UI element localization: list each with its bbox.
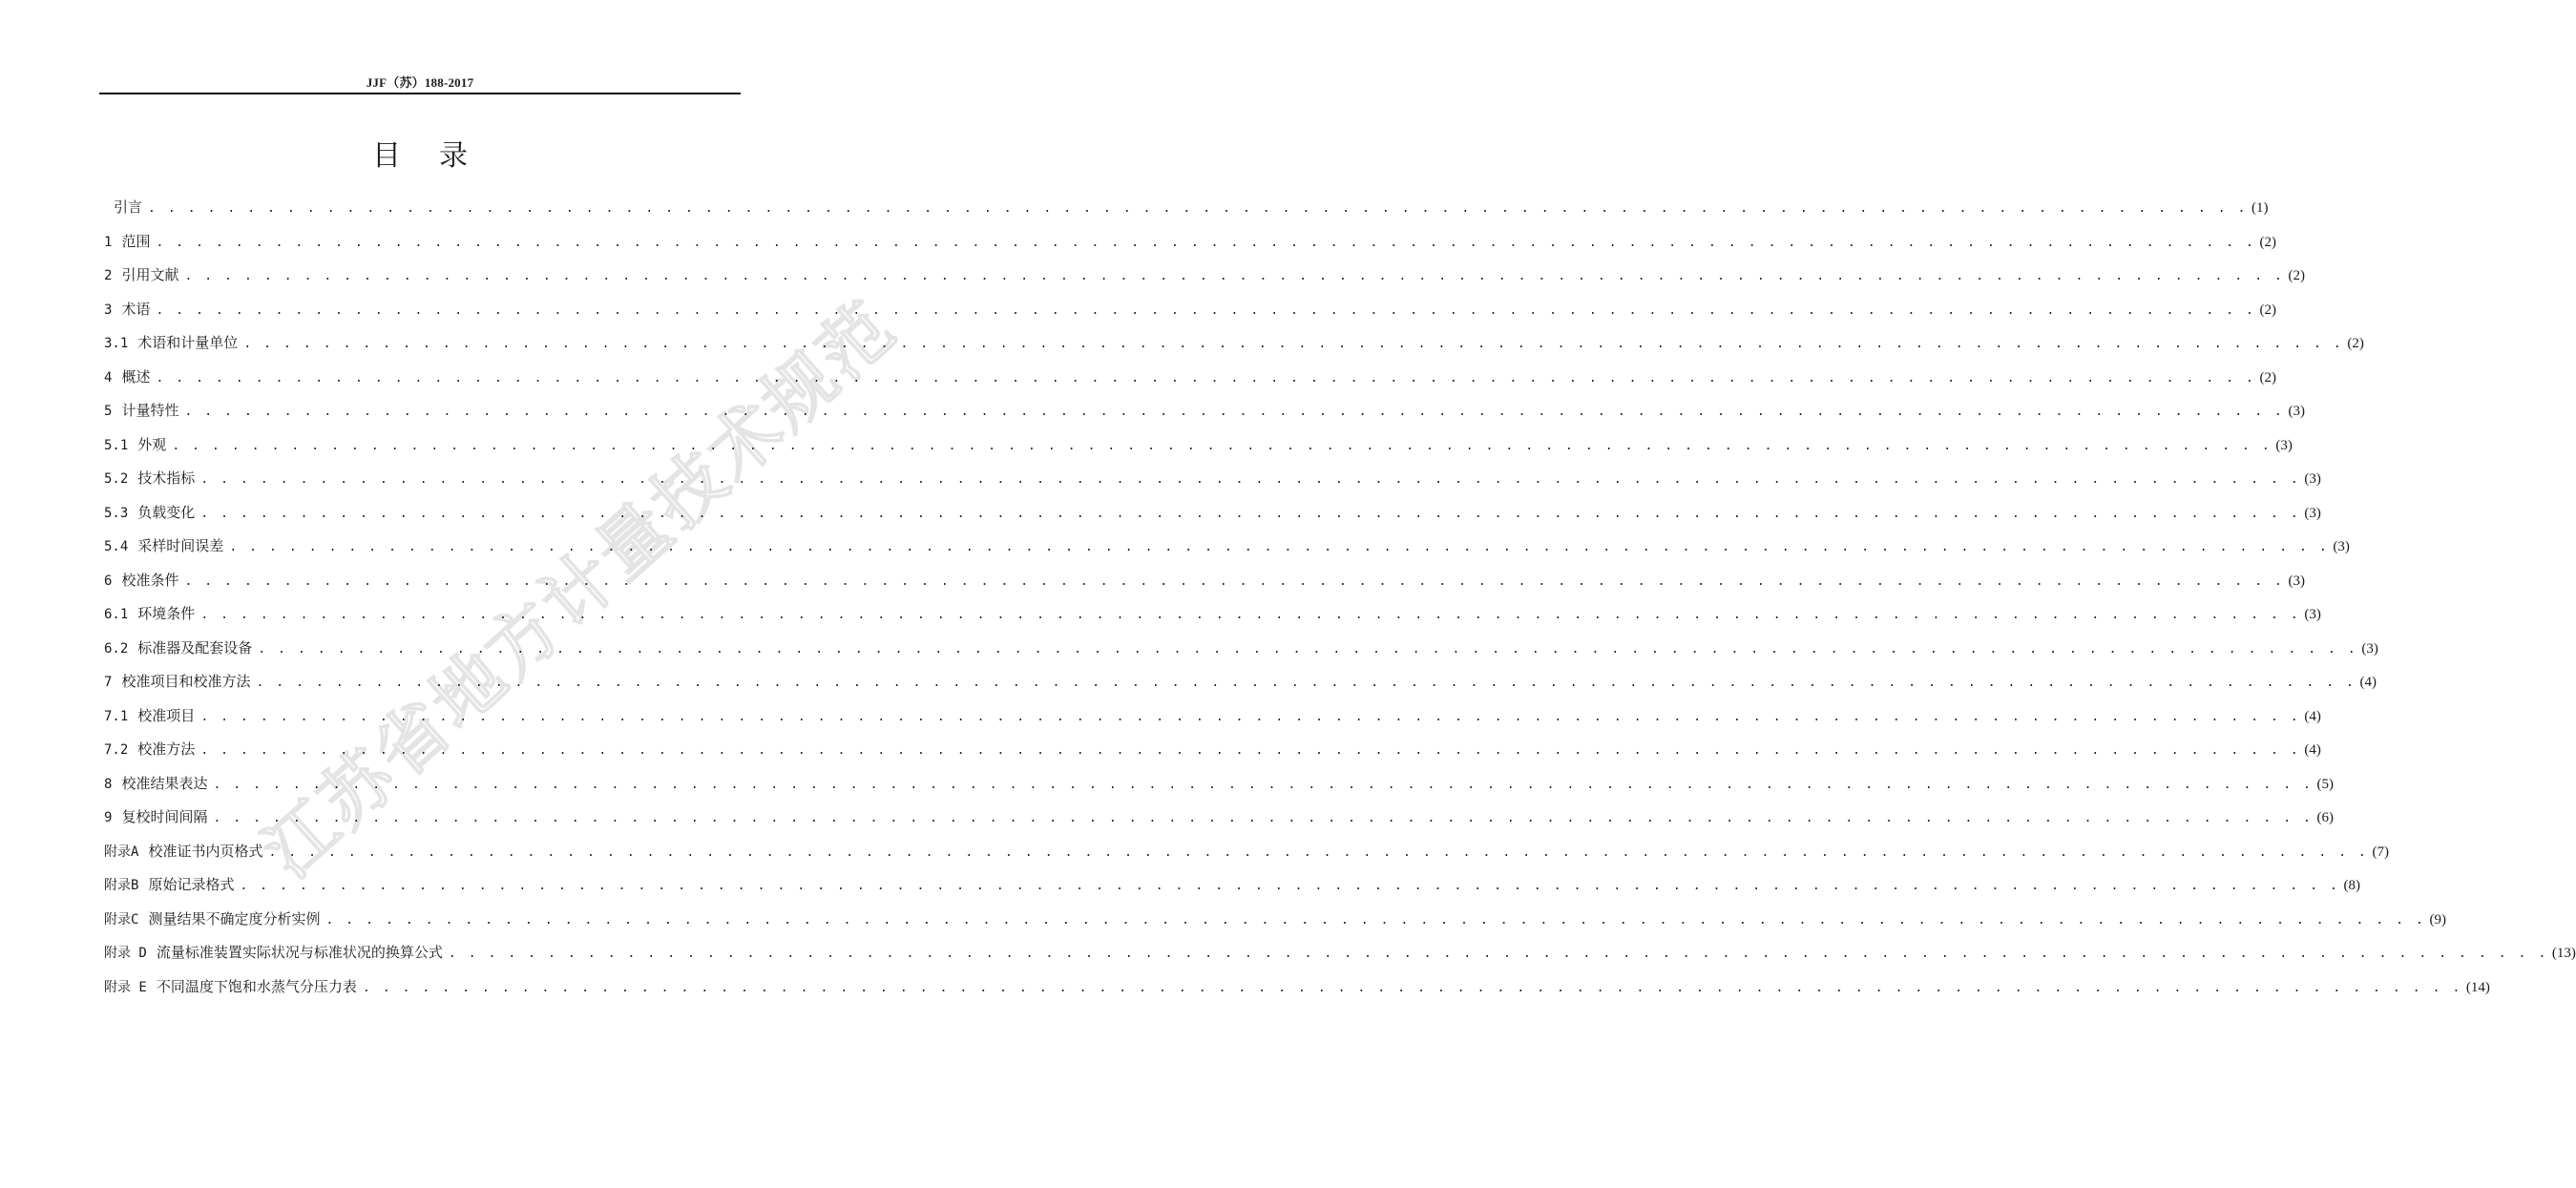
toc-entry-number: 7.1 <box>104 708 129 724</box>
toc-dot-leader <box>363 971 2462 1006</box>
toc-entry-page: (6) <box>2316 810 2334 825</box>
toc-entry-label: 术语 <box>121 300 151 318</box>
toc-entry-label: 环境条件 <box>137 605 196 622</box>
toc-entry-page: (2) <box>2259 302 2276 318</box>
toc-dot-leader <box>213 768 2313 802</box>
toc-entry-number: 附录A <box>104 844 139 860</box>
toc-entry-page: (2) <box>2259 234 2276 250</box>
toc-entry-number: 6 <box>104 573 113 589</box>
page-title: 目录 <box>372 139 506 173</box>
toc-entry[interactable] <box>104 191 2269 225</box>
toc-entry-label: 术语和计量单位 <box>137 334 239 351</box>
toc-dot-leader <box>268 836 2368 870</box>
toc-entry[interactable] <box>104 868 2360 903</box>
watermark-text: 江苏省地方计量技术规范 <box>248 284 912 894</box>
toc-entry[interactable] <box>104 733 2321 767</box>
toc-entry-label: 采样时间误差 <box>137 537 224 554</box>
toc-dot-leader <box>200 497 2300 531</box>
toc-entry-label: 外观 <box>137 435 167 453</box>
toc-entry-label: 概述 <box>121 367 151 386</box>
toc-entry-number: 附录B <box>104 878 139 893</box>
toc-entry-label: 负载变化 <box>137 503 196 521</box>
toc-entry[interactable] <box>104 326 2364 361</box>
toc-entry-number: 8 <box>104 776 113 792</box>
toc-dot-leader <box>184 565 2284 599</box>
toc-entry-label: 范围 <box>121 232 151 250</box>
toc-entry-page: (13) <box>2551 946 2576 961</box>
toc-dot-leader <box>172 429 2272 464</box>
toc-entry-number: 7.2 <box>104 742 129 758</box>
toc-dot-leader <box>213 802 2313 836</box>
toc-dot-leader <box>449 937 2548 971</box>
toc-dot-leader <box>200 734 2300 768</box>
toc-entry[interactable] <box>104 801 2334 835</box>
toc-entry[interactable] <box>104 394 2305 428</box>
toc-entry-page: (3) <box>2288 573 2305 589</box>
toc-entry-number: 5.3 <box>104 505 129 521</box>
toc-entry-label: 标准器及配套设备 <box>137 638 253 657</box>
toc-entry-number: 6.2 <box>104 640 129 657</box>
toc-entry-page: (4) <box>2304 708 2321 724</box>
toc-entry-label: 不同温度下饱和水蒸气分压力表 <box>156 977 357 995</box>
document-code-header: JJF（苏）188-2017 <box>366 75 474 90</box>
toc-entry-page: (14) <box>2465 979 2490 995</box>
toc-entry-page: (2) <box>2259 369 2276 386</box>
toc-entry-label: 校准项目 <box>137 706 196 724</box>
toc-entry[interactable] <box>104 903 2446 937</box>
toc-dot-leader <box>258 633 2357 667</box>
toc-entry-label: 引言 <box>114 198 143 216</box>
toc-entry-page: (3) <box>2333 539 2350 554</box>
toc-entry-page: (2) <box>2288 268 2305 283</box>
table-of-contents <box>104 191 2576 1004</box>
toc-dot-leader <box>240 869 2339 904</box>
toc-dot-leader <box>325 904 2425 938</box>
toc-entry[interactable] <box>104 496 2321 531</box>
toc-entry-page: (3) <box>2304 607 2321 622</box>
header-rule <box>99 93 741 94</box>
toc-entry-label: 引用文献 <box>121 266 179 283</box>
toc-entry-number: 4 <box>104 369 113 386</box>
toc-entry[interactable] <box>104 361 2276 395</box>
toc-entry-page: (3) <box>2288 404 2305 419</box>
toc-entry[interactable] <box>104 665 2377 699</box>
toc-entry-number: 9 <box>104 810 113 825</box>
toc-entry-page: (8) <box>2343 878 2360 893</box>
toc-dot-leader <box>200 463 2300 497</box>
toc-entry-page: (3) <box>2304 471 2321 487</box>
toc-dot-leader <box>243 327 2343 362</box>
toc-entry-number: 附录C <box>104 911 139 927</box>
toc-entry-number: 附录 E <box>104 979 147 995</box>
toc-entry-number: 5.1 <box>104 437 129 453</box>
toc-entry[interactable] <box>104 530 2350 564</box>
toc-entry[interactable] <box>104 632 2378 666</box>
toc-entry-label: 原始记录格式 <box>148 876 235 893</box>
toc-entry-page: (2) <box>2347 336 2364 351</box>
toc-entry-label: 校准方法 <box>137 740 196 758</box>
toc-dot-leader <box>184 260 2284 294</box>
toc-entry[interactable] <box>104 597 2321 632</box>
toc-entry-label: 校准结果表达 <box>121 774 208 792</box>
toc-dot-leader <box>156 362 2255 396</box>
toc-entry-label: 校准证书内页格式 <box>148 842 263 860</box>
toc-entry[interactable] <box>104 699 2321 734</box>
toc-entry[interactable] <box>104 936 2576 970</box>
toc-entry-number: 2 <box>104 268 113 283</box>
toc-entry[interactable] <box>104 225 2276 260</box>
toc-entry[interactable] <box>104 259 2305 293</box>
toc-entry-number: 7 <box>104 675 113 690</box>
toc-entry-number: 1 <box>104 234 113 250</box>
toc-entry-label: 计量特性 <box>121 402 179 419</box>
toc-entry-number: 5.4 <box>104 539 129 554</box>
toc-entry[interactable] <box>104 428 2293 463</box>
toc-entry-label: 校准项目和校准方法 <box>121 673 251 690</box>
toc-entry-number: 附录 D <box>104 946 147 961</box>
toc-dot-leader <box>229 531 2329 565</box>
toc-entry[interactable] <box>104 293 2276 327</box>
toc-entry-page: (5) <box>2316 776 2334 792</box>
toc-dot-leader <box>200 598 2300 633</box>
toc-entry-number: 6.1 <box>104 607 129 622</box>
toc-entry-page: (3) <box>2361 640 2378 657</box>
toc-dot-leader <box>200 700 2300 735</box>
toc-entry-page: (3) <box>2304 505 2321 521</box>
toc-entry-label: 校准条件 <box>121 571 179 589</box>
toc-dot-leader <box>156 226 2255 261</box>
toc-entry[interactable] <box>104 462 2321 496</box>
toc-dot-leader <box>256 666 2356 700</box>
toc-entry-page: (9) <box>2429 911 2446 927</box>
toc-dot-leader <box>156 294 2255 328</box>
toc-entry-number: 5 <box>104 404 113 419</box>
toc-dot-leader <box>184 395 2284 429</box>
toc-entry[interactable] <box>104 767 2334 802</box>
toc-entry-label: 技术指标 <box>137 469 196 487</box>
toc-entry-page: (3) <box>2275 437 2293 453</box>
toc-entry-page: (4) <box>2359 675 2377 690</box>
toc-entry-number: 3.1 <box>104 336 129 351</box>
toc-entry-page: (7) <box>2372 844 2389 860</box>
toc-entry-number: 3 <box>104 302 113 318</box>
toc-entry-label: 复校时间间隔 <box>121 808 208 825</box>
toc-entry[interactable] <box>104 970 2490 1005</box>
toc-dot-leader <box>148 192 2248 226</box>
toc-entry-label: 测量结果不确定度分析实例 <box>148 909 321 927</box>
toc-entry-page: (4) <box>2304 742 2321 758</box>
toc-entry-page: (1) <box>2251 200 2269 216</box>
toc-entry-label: 流量标准装置实际状况与标准状况的换算公式 <box>156 944 443 961</box>
toc-entry[interactable] <box>104 564 2305 598</box>
toc-entry-number: 5.2 <box>104 471 129 487</box>
toc-entry[interactable] <box>104 835 2389 869</box>
